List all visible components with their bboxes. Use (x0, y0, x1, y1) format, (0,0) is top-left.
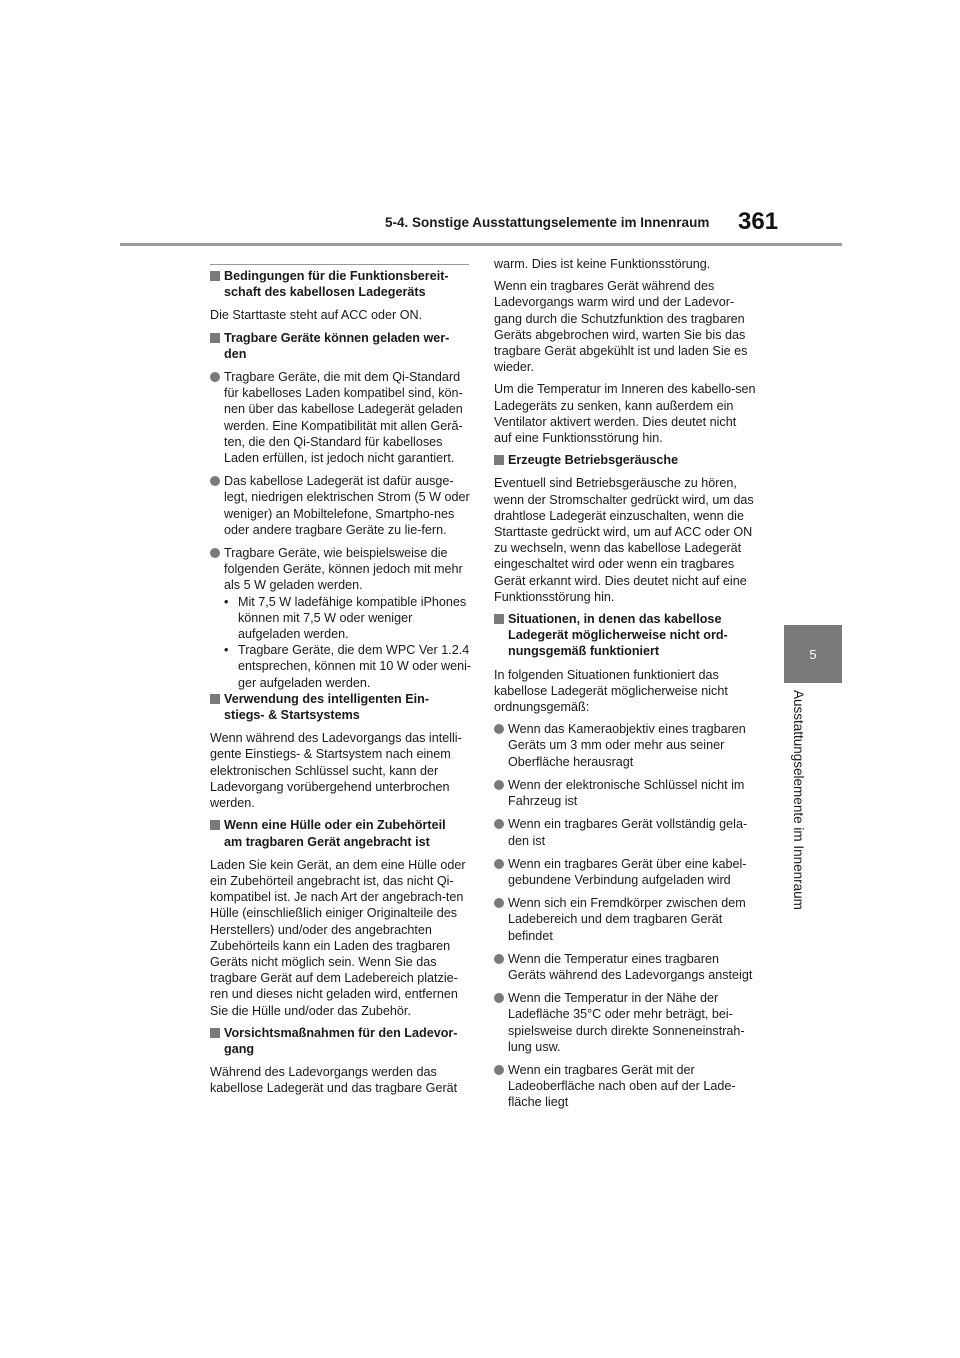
bullet-text: Wenn ein tragbares Gerät über eine kabel-gebundene Verbindung aufgeladen wird (508, 856, 747, 887)
chapter-tab: 5 (784, 625, 842, 683)
heading (210, 268, 472, 300)
round-bullet-icon (494, 819, 504, 829)
heading-text: Situationen, in denen das kabellose Ladegerät möglicherweise nicht ord- nungsgemäß funktioniert (508, 612, 728, 659)
paragraph: Laden Sie kein Gerät, an dem eine Hülle oder ein Zubehörteil angebracht ist, das nicht Qi-kompatibel ist. Je nach Art der angebrach-ten Hülle (einschließlich einiger Originalteile des Herstellers) und/oder des angebrachten Zubehörteils kann ein Laden des tragbaren Geräts nicht möglich sein. Wenn Sie das tragbare Gerät auf dem Ladebereich platzie-ren und dieses nicht geladen wird, entfernen Sie die Hülle und/oder das Zubehör. (210, 857, 466, 1018)
heading (210, 691, 472, 723)
bullet-item (210, 369, 472, 466)
bullet-item (494, 777, 756, 809)
sub-item-text: Tragbare Geräte, die dem WPC Ver 1.2.4 entsprechen, können mit 10 W oder weni-ger aufgeladen werden. (238, 643, 472, 690)
bullet-text: Wenn das Kameraobjektiv eines tragbaren Geräts um 3 mm oder mehr aus seiner Oberfläche herausragt (508, 722, 746, 769)
paragraph: warm. Dies ist keine Funktionsstörung. (494, 257, 711, 271)
bullet-text: Wenn sich ein Fremdkörper zwischen dem Ladebereich und dem tragbaren Gerät befindet (508, 896, 746, 943)
sub-item-text: Mit 7,5 W ladefähige kompatible iPhones können mit 7,5 W oder weniger aufgeladen werden. (238, 594, 467, 642)
paragraph: Wenn ein tragbares Gerät während des Ladevorgangs warm wird und der Ladevor-gang durch die Schutzfunktion des tragbaren Geräts abgebrochen wird, warten Sie bis das tragbare Gerät abgekühlt ist und laden Sie es wieder. (494, 279, 748, 375)
bullet-item (494, 1062, 756, 1111)
bullet-text: Tragbare Geräte, die mit dem Qi-Standard für kabelloses Laden kompatibel sind, kön-nen über das kabellose Ladegerät geladen werden. Eine Kompatibilität mit allen Geră-ten, die den Qi-Standard für kabelloses Laden erfüllen, ist jedoch nicht garantiert. (224, 370, 463, 466)
bullet-text: Das kabellose Ladegerät ist dafür ausge-legt, niedrigen elektrischen Strom (5 W oder weniger) an Mobiltelefone, Smartpho-nes oder andere tragbare Geräte zu lie-fern. (224, 474, 470, 537)
dot-marker: • (224, 594, 229, 609)
left-column (210, 268, 472, 1103)
round-bullet-icon (494, 859, 504, 869)
heading-text: Vorsichtsmaßnahmen für den Ladevor- gang (224, 1025, 458, 1056)
round-bullet-icon (494, 898, 504, 908)
dot-marker: • (224, 643, 229, 658)
square-bullet-icon (494, 455, 504, 465)
paragraph: Um die Temperatur im Inneren des kabello-sen Ladegeräts zu senken, kann außerdem ein Ventilator aktivert werden. Dies deutet nicht auf eine Funktionsstörung hin. (494, 382, 756, 446)
right-column (494, 256, 756, 1118)
paragraph: In folgenden Situationen funktioniert das kabellose Ladegerät möglicherweise nicht ordnungsgemäß: (494, 667, 728, 715)
paragraph: Eventuell sind Betriebsgeräusche zu hören, wenn der Stromschalter gedrückt wird, um das drahtlose Ladegerät einzuschalten, wenn die Starttaste gedrückt wird, um auf ACC oder ON zu wechseln, wenn das kabellose Ladegerät eingeschaltet wird oder wenn ein tragbares Gerät erkannt wird. Dies deutet nicht auf eine Funktionsstörung hin. (494, 476, 754, 604)
round-bullet-icon (210, 476, 220, 486)
heading-text: Tragbare Geräte können geladen wer- den (224, 330, 450, 361)
bullet-item (494, 951, 756, 983)
bullet-item (494, 990, 756, 1055)
square-bullet-icon (210, 820, 220, 830)
bullet-item (494, 895, 756, 944)
round-bullet-icon (210, 372, 220, 382)
square-bullet-icon (210, 1028, 220, 1038)
heading-text: Verwendung des intelligenten Ein- stiegs- & Startsystems (224, 691, 430, 723)
heading-text: Bedingungen für die Funktionsbereit- schaft des kabellosen Ladegeräts (224, 269, 449, 300)
heading (210, 330, 472, 362)
bullet-text: Wenn die Temperatur eines tragbaren Geräts während des Ladevorgangs ansteigt (508, 951, 753, 982)
square-bullet-icon (210, 694, 220, 704)
bullet-item (210, 473, 472, 538)
bullet-text: Wenn der elektronische Schlüssel nicht im Fahrzeug ist (508, 777, 745, 809)
bullet-text: Tragbare Geräte, wie beispielsweise die folgenden Geräte, können jedoch mit mehr als 5 W geladen werden. (224, 546, 463, 593)
square-bullet-icon (210, 271, 220, 281)
heading (210, 1025, 472, 1057)
bullet-item (210, 545, 472, 594)
square-bullet-icon (210, 333, 220, 343)
round-bullet-icon (494, 724, 504, 734)
bullet-item (494, 816, 756, 848)
round-bullet-icon (494, 780, 504, 790)
heading-text: Wenn eine Hülle oder ein Zubehörteil am tragbaren Gerät angebracht ist (224, 818, 446, 849)
heading (494, 452, 756, 468)
bullet-text: Wenn ein tragbares Gerät vollständig gela-den ist (508, 817, 748, 848)
paragraph: Während des Ladevorgangs werden das kabellose Ladegerät und das tragbare Gerät (210, 1065, 458, 1096)
bullet-text: Wenn ein tragbares Gerät mit der Ladeoberfläche nach oben auf der Lade-fläche liegt (508, 1062, 736, 1110)
square-bullet-icon (494, 614, 504, 624)
sub-item (210, 594, 472, 643)
heading-text: Erzeugte Betriebsgeräusche (508, 453, 679, 468)
bullet-item (494, 856, 756, 888)
heading (494, 611, 756, 660)
round-bullet-icon (494, 993, 504, 1003)
paragraph: Die Starttaste steht auf ACC oder ON. (210, 308, 423, 323)
column-rule (210, 264, 469, 265)
header-rule (120, 243, 842, 246)
section-title: 5-4. Sonstige Ausstattungselemente im Innenraum (385, 215, 710, 230)
round-bullet-icon (494, 1065, 504, 1075)
chapter-title: Ausstattungselemente im Innenraum (791, 690, 806, 910)
page-number: 361 (738, 208, 779, 235)
paragraph: Wenn während des Ladevorgangs das intelli-gente Einstiegs- & Startsystem nach einem elektronischen Schlüssel sucht, kann der Ladevorgang vorübergehend unterbrochen werden. (210, 731, 462, 811)
bullet-item (494, 721, 756, 770)
sub-item (210, 642, 472, 691)
round-bullet-icon (210, 548, 220, 558)
round-bullet-icon (494, 954, 504, 964)
bullet-text: Wenn die Temperatur in der Nähe der Ladefläche 35°C oder mehr beträgt, bei-spielsweise durch direkte Sonneneinstrah-lung usw. (508, 991, 745, 1054)
heading (210, 817, 472, 849)
